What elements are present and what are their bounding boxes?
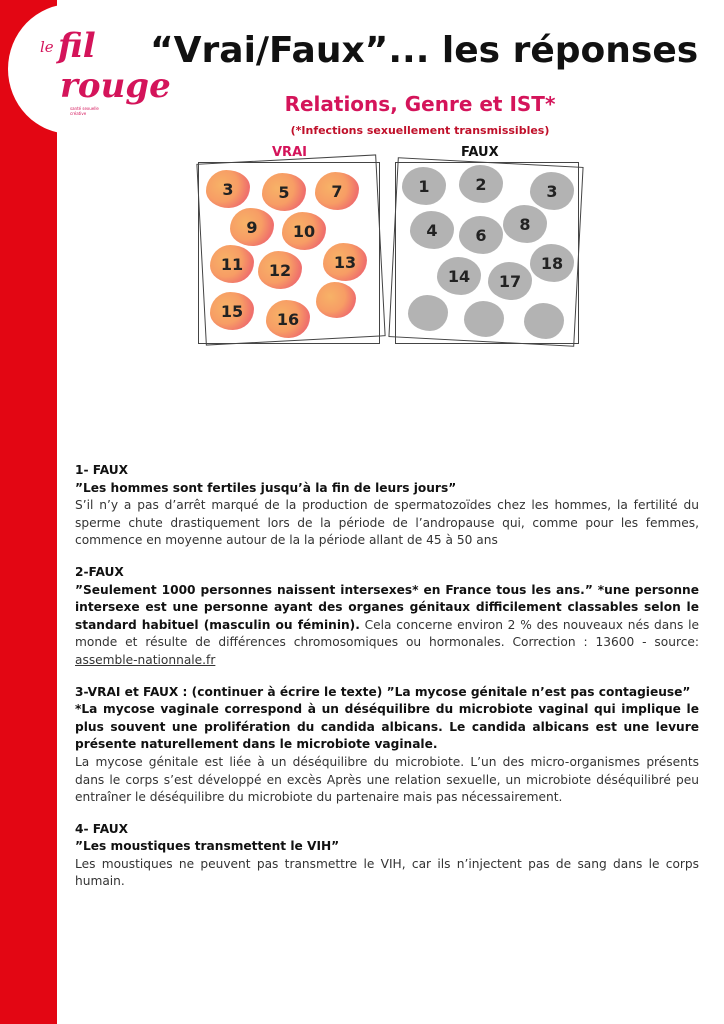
answer-section-3 — [75, 684, 699, 807]
answer-number: 12 — [268, 260, 292, 280]
faux-empty-blob — [408, 295, 448, 331]
faux-answer-blob — [402, 167, 446, 205]
answer-number: 17 — [498, 271, 522, 291]
answer-section-2 — [75, 564, 699, 670]
answer-number: 11 — [220, 254, 244, 274]
faux-answer-blob — [459, 165, 503, 203]
faux-answer-blob — [503, 205, 547, 243]
faux-answer-blob — [530, 244, 574, 282]
faux-answer-blob — [488, 262, 532, 300]
answer-number: 18 — [540, 253, 564, 273]
page-subtitle: Relations, Genre et IST* — [284, 92, 556, 116]
faux-empty-blob — [464, 301, 504, 337]
answer-number: 13 — [333, 252, 357, 272]
answer-number: 1 — [418, 176, 430, 196]
vrai-column-label: VRAI — [272, 145, 307, 160]
answer-number: 8 — [519, 214, 531, 234]
section-paragraph — [75, 582, 699, 670]
section-heading: 3-VRAI et FAUX : (continuer à écrire le texte) ”La mycose génitale n’est pas contagieuse” — [75, 684, 691, 699]
answer-number: 9 — [246, 217, 258, 237]
answer-number: 3 — [546, 181, 558, 201]
answer-number: 2 — [475, 174, 487, 194]
section-heading: 4- FAUX — [75, 821, 129, 836]
faux-answer-blob — [459, 216, 503, 254]
answers-content — [75, 462, 699, 905]
faux-answer-blob — [410, 211, 454, 249]
answer-number: 3 — [222, 179, 234, 199]
answer-number: 10 — [292, 221, 316, 241]
faux-answer-blob — [530, 172, 574, 210]
section-quote: ”Les moustiques transmettent le VIH” — [75, 839, 340, 854]
section-body: S’il n’y a pas d’arrêt marqué de la production de spermatozoïdes chez les hommes, la fertilité du sperme chute drastiquement lors de la période de l’andropause qui, comme pour les femmes, commence en moyenne autour de la la période allant de 45 à 50 ans — [75, 498, 699, 548]
section-body: Les moustiques ne peuvent pas transmettre le VIH, car ils n’injectent pas de sang dans le corps humain. — [75, 856, 699, 889]
page-title: “Vrai/Faux”... les réponses — [150, 30, 699, 71]
source-link[interactable]: assemble-nationnale.fr — [75, 652, 216, 667]
section-quote-bold: ”Seulement 1000 personnes naissent intersexes* en France tous les ans.” *une personne intersexe est une personne ayant des organes génitaux difficilement classables selon le standard habituel (masculin ou féminin). — [75, 582, 699, 632]
faux-column-label: FAUX — [461, 145, 499, 160]
section-body: Cela concerne environ 2 % des nouveaux nés dans le monde et résulte de différences chromosomiques ou hormonales. Correction : 13600 - source: — [75, 617, 699, 650]
answer-number: 16 — [276, 309, 300, 329]
subtitle-note: (*Infections sexuellement transmissibles) — [290, 124, 550, 137]
answer-number: 5 — [278, 182, 290, 202]
section-bold-body: *La mycose vaginale correspond à un déséquilibre du microbiote vaginal qui implique le plus souvent une prolifération du candida albicans. Le candida albicans est une levure présente naturellement dans le microbiote vaginale. — [75, 702, 699, 752]
answer-number: 7 — [331, 181, 343, 201]
faux-answer-blob — [437, 257, 481, 295]
section-heading: 1- FAUX — [75, 463, 129, 477]
answer-section-1 — [75, 462, 699, 550]
answer-number: 14 — [447, 266, 471, 286]
section-body: La mycose génitale est liée à un déséquilibre du microbiote. L’un des micro-organismes présents dans le corps s’est développé en excès Après une relation sexuelle, un microbiote déséquilibré peu entraîner le déséquilibre du microbiote du partenaire mais pas nécessairement. — [75, 754, 699, 805]
logo-le-text: le — [40, 38, 54, 56]
logo-tagline: santé sexuelle créative — [70, 106, 99, 116]
answer-number: 6 — [475, 225, 487, 245]
answer-number: 15 — [220, 301, 244, 321]
logo-rouge-text: rouge — [60, 66, 171, 106]
answer-number: 4 — [426, 220, 438, 240]
faux-empty-blob — [524, 303, 564, 339]
section-heading: 2-FAUX — [75, 564, 124, 579]
answer-section-4 — [75, 821, 699, 891]
section-quote: ”Les hommes sont fertiles jusqu’à la fin de leurs jours” — [75, 480, 457, 495]
logo-fil-text: fil — [58, 26, 96, 66]
left-red-bar — [0, 0, 57, 1024]
